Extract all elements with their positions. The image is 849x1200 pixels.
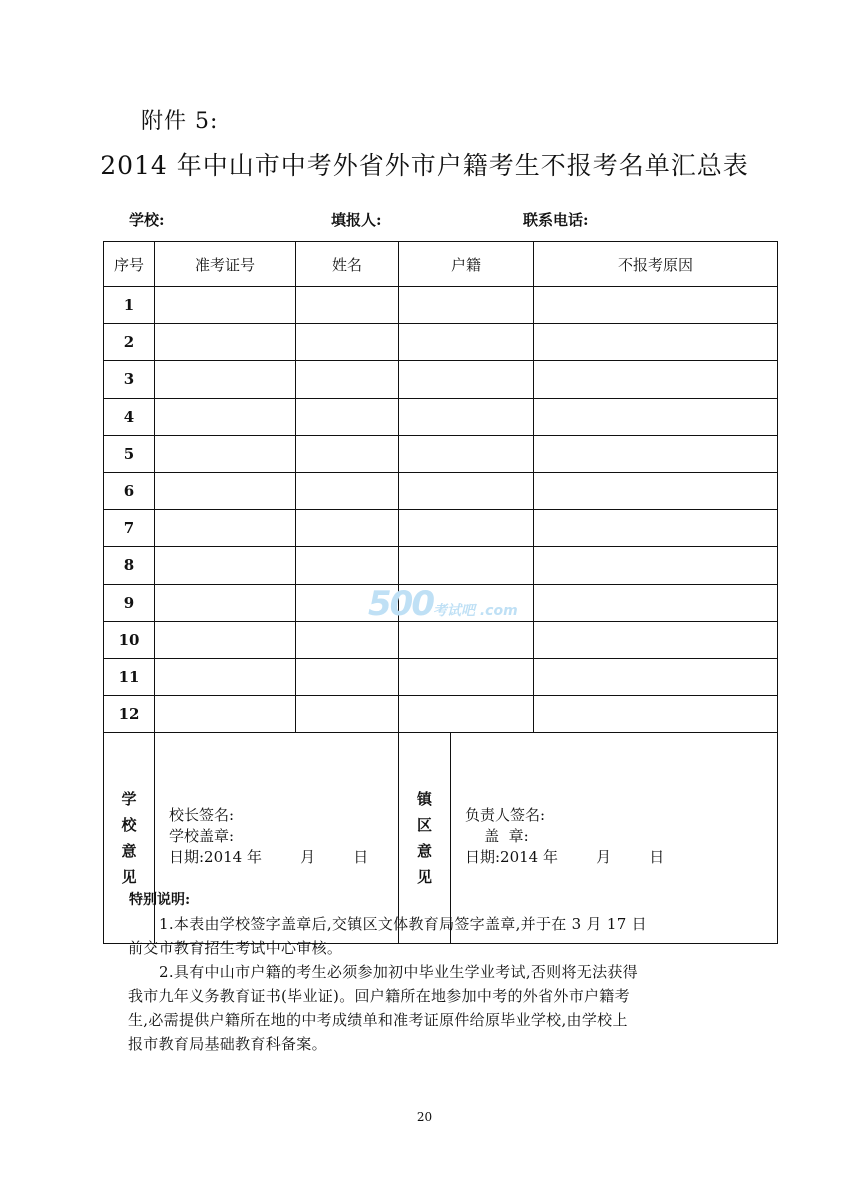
household-cell[interactable] bbox=[399, 658, 534, 695]
household-cell[interactable] bbox=[399, 510, 534, 547]
header-index: 序号 bbox=[104, 242, 155, 287]
reason-cell[interactable] bbox=[534, 547, 778, 584]
name-cell[interactable] bbox=[296, 547, 399, 584]
table-row bbox=[104, 435, 778, 472]
row-index: 4 bbox=[104, 398, 155, 435]
row-index: 9 bbox=[104, 584, 155, 621]
exam-id-cell[interactable] bbox=[155, 398, 296, 435]
note-2: 2.具有中山市户籍的考生必须参加初中毕业生学业考试,否则将无法获得 bbox=[159, 963, 638, 981]
reason-cell[interactable] bbox=[534, 621, 778, 658]
header-exam-id: 准考证号 bbox=[155, 242, 296, 287]
row-index: 10 bbox=[104, 621, 155, 658]
note-1: 1.本表由学校签字盖章后,交镇区文体教育局签字盖章,并于在 3 月 17 日 bbox=[159, 915, 647, 933]
reason-cell[interactable] bbox=[534, 696, 778, 733]
reason-cell[interactable] bbox=[534, 324, 778, 361]
school-seal-label: 学校盖章: bbox=[169, 827, 235, 846]
row-index: 1 bbox=[104, 287, 155, 324]
household-cell[interactable] bbox=[399, 472, 534, 509]
household-cell[interactable] bbox=[399, 361, 534, 398]
exam-id-cell[interactable] bbox=[155, 510, 296, 547]
header-name: 姓名 bbox=[296, 242, 399, 287]
exam-id-cell[interactable] bbox=[155, 361, 296, 398]
name-cell[interactable] bbox=[296, 435, 399, 472]
row-index: 12 bbox=[104, 696, 155, 733]
table-row bbox=[104, 658, 778, 695]
exam-id-cell[interactable] bbox=[155, 472, 296, 509]
district-opinion-label: 镇 区 意 见 bbox=[399, 733, 451, 944]
district-seal-label: 盖 章: bbox=[465, 827, 529, 846]
row-index: 5 bbox=[104, 435, 155, 472]
household-cell[interactable] bbox=[399, 547, 534, 584]
row-index: 6 bbox=[104, 472, 155, 509]
table-row bbox=[104, 696, 778, 733]
name-cell[interactable] bbox=[296, 510, 399, 547]
notes-title: 特别说明: bbox=[129, 892, 191, 908]
name-cell[interactable] bbox=[296, 658, 399, 695]
household-cell[interactable] bbox=[399, 621, 534, 658]
exam-id-cell[interactable] bbox=[155, 696, 296, 733]
reason-cell[interactable] bbox=[534, 510, 778, 547]
table-row bbox=[104, 510, 778, 547]
household-cell[interactable] bbox=[399, 287, 534, 324]
filler-field-label: 填报人: bbox=[331, 211, 382, 229]
table-row bbox=[104, 472, 778, 509]
exam-id-cell[interactable] bbox=[155, 435, 296, 472]
watermark-logo: 500考试吧 .com bbox=[368, 584, 518, 624]
school-opinion-label: 学 校 意 见 bbox=[104, 733, 155, 944]
reason-cell[interactable] bbox=[534, 472, 778, 509]
header-reason: 不报考原因 bbox=[534, 242, 778, 287]
reason-cell[interactable] bbox=[534, 361, 778, 398]
note-2-cont-a: 我市九年义务教育证书(毕业证)。回户籍所在地参加中考的外省外市户籍考 bbox=[128, 987, 630, 1005]
school-field-label: 学校: bbox=[129, 211, 165, 229]
reason-cell[interactable] bbox=[534, 435, 778, 472]
table-header-row bbox=[104, 242, 778, 287]
note-2-cont-b: 生,必需提供户籍所在地的中考成绩单和准考证原件给原毕业学校,由学校上 bbox=[128, 1011, 628, 1029]
household-cell[interactable] bbox=[399, 398, 534, 435]
reason-cell[interactable] bbox=[534, 287, 778, 324]
page-title: 2014 年中山市中考外省外市户籍考生不报考名单汇总表 bbox=[100, 151, 749, 180]
reason-cell[interactable] bbox=[534, 584, 778, 621]
page-number: 20 bbox=[416, 1110, 433, 1124]
table-row bbox=[104, 361, 778, 398]
row-index: 8 bbox=[104, 547, 155, 584]
phone-field-label: 联系电话: bbox=[523, 211, 589, 229]
name-cell[interactable] bbox=[296, 361, 399, 398]
row-index: 11 bbox=[104, 658, 155, 695]
row-index: 3 bbox=[104, 361, 155, 398]
row-index: 7 bbox=[104, 510, 155, 547]
name-cell[interactable] bbox=[296, 621, 399, 658]
exam-id-cell[interactable] bbox=[155, 658, 296, 695]
exam-id-cell[interactable] bbox=[155, 584, 296, 621]
attachment-label: 附件 5: bbox=[141, 109, 219, 134]
exam-id-cell[interactable] bbox=[155, 621, 296, 658]
exam-id-cell[interactable] bbox=[155, 547, 296, 584]
table-row bbox=[104, 621, 778, 658]
table-row bbox=[104, 287, 778, 324]
responsible-signature-label: 负责人签名: bbox=[465, 806, 546, 825]
name-cell[interactable] bbox=[296, 696, 399, 733]
name-cell[interactable] bbox=[296, 398, 399, 435]
name-cell[interactable] bbox=[296, 287, 399, 324]
exam-id-cell[interactable] bbox=[155, 287, 296, 324]
household-cell[interactable] bbox=[399, 435, 534, 472]
exam-id-cell[interactable] bbox=[155, 324, 296, 361]
table-row bbox=[104, 324, 778, 361]
notes-section bbox=[129, 888, 729, 1056]
reason-cell[interactable] bbox=[534, 658, 778, 695]
name-cell[interactable] bbox=[296, 472, 399, 509]
note-2-cont-c: 报市教育局基础教育科备案。 bbox=[128, 1035, 327, 1053]
note-1-cont: 前交市教育招生考试中心审核。 bbox=[128, 939, 343, 957]
reason-cell[interactable] bbox=[534, 398, 778, 435]
table-row bbox=[104, 398, 778, 435]
district-date-label: 日期:2014 年 月 日 bbox=[465, 848, 665, 867]
school-date-label: 日期:2014 年 月 日 bbox=[169, 848, 369, 867]
household-cell[interactable] bbox=[399, 324, 534, 361]
row-index: 2 bbox=[104, 324, 155, 361]
name-cell[interactable] bbox=[296, 324, 399, 361]
principal-signature-label: 校长签名: bbox=[169, 806, 235, 825]
table-row bbox=[104, 547, 778, 584]
household-cell[interactable] bbox=[399, 696, 534, 733]
header-household: 户籍 bbox=[399, 242, 534, 287]
